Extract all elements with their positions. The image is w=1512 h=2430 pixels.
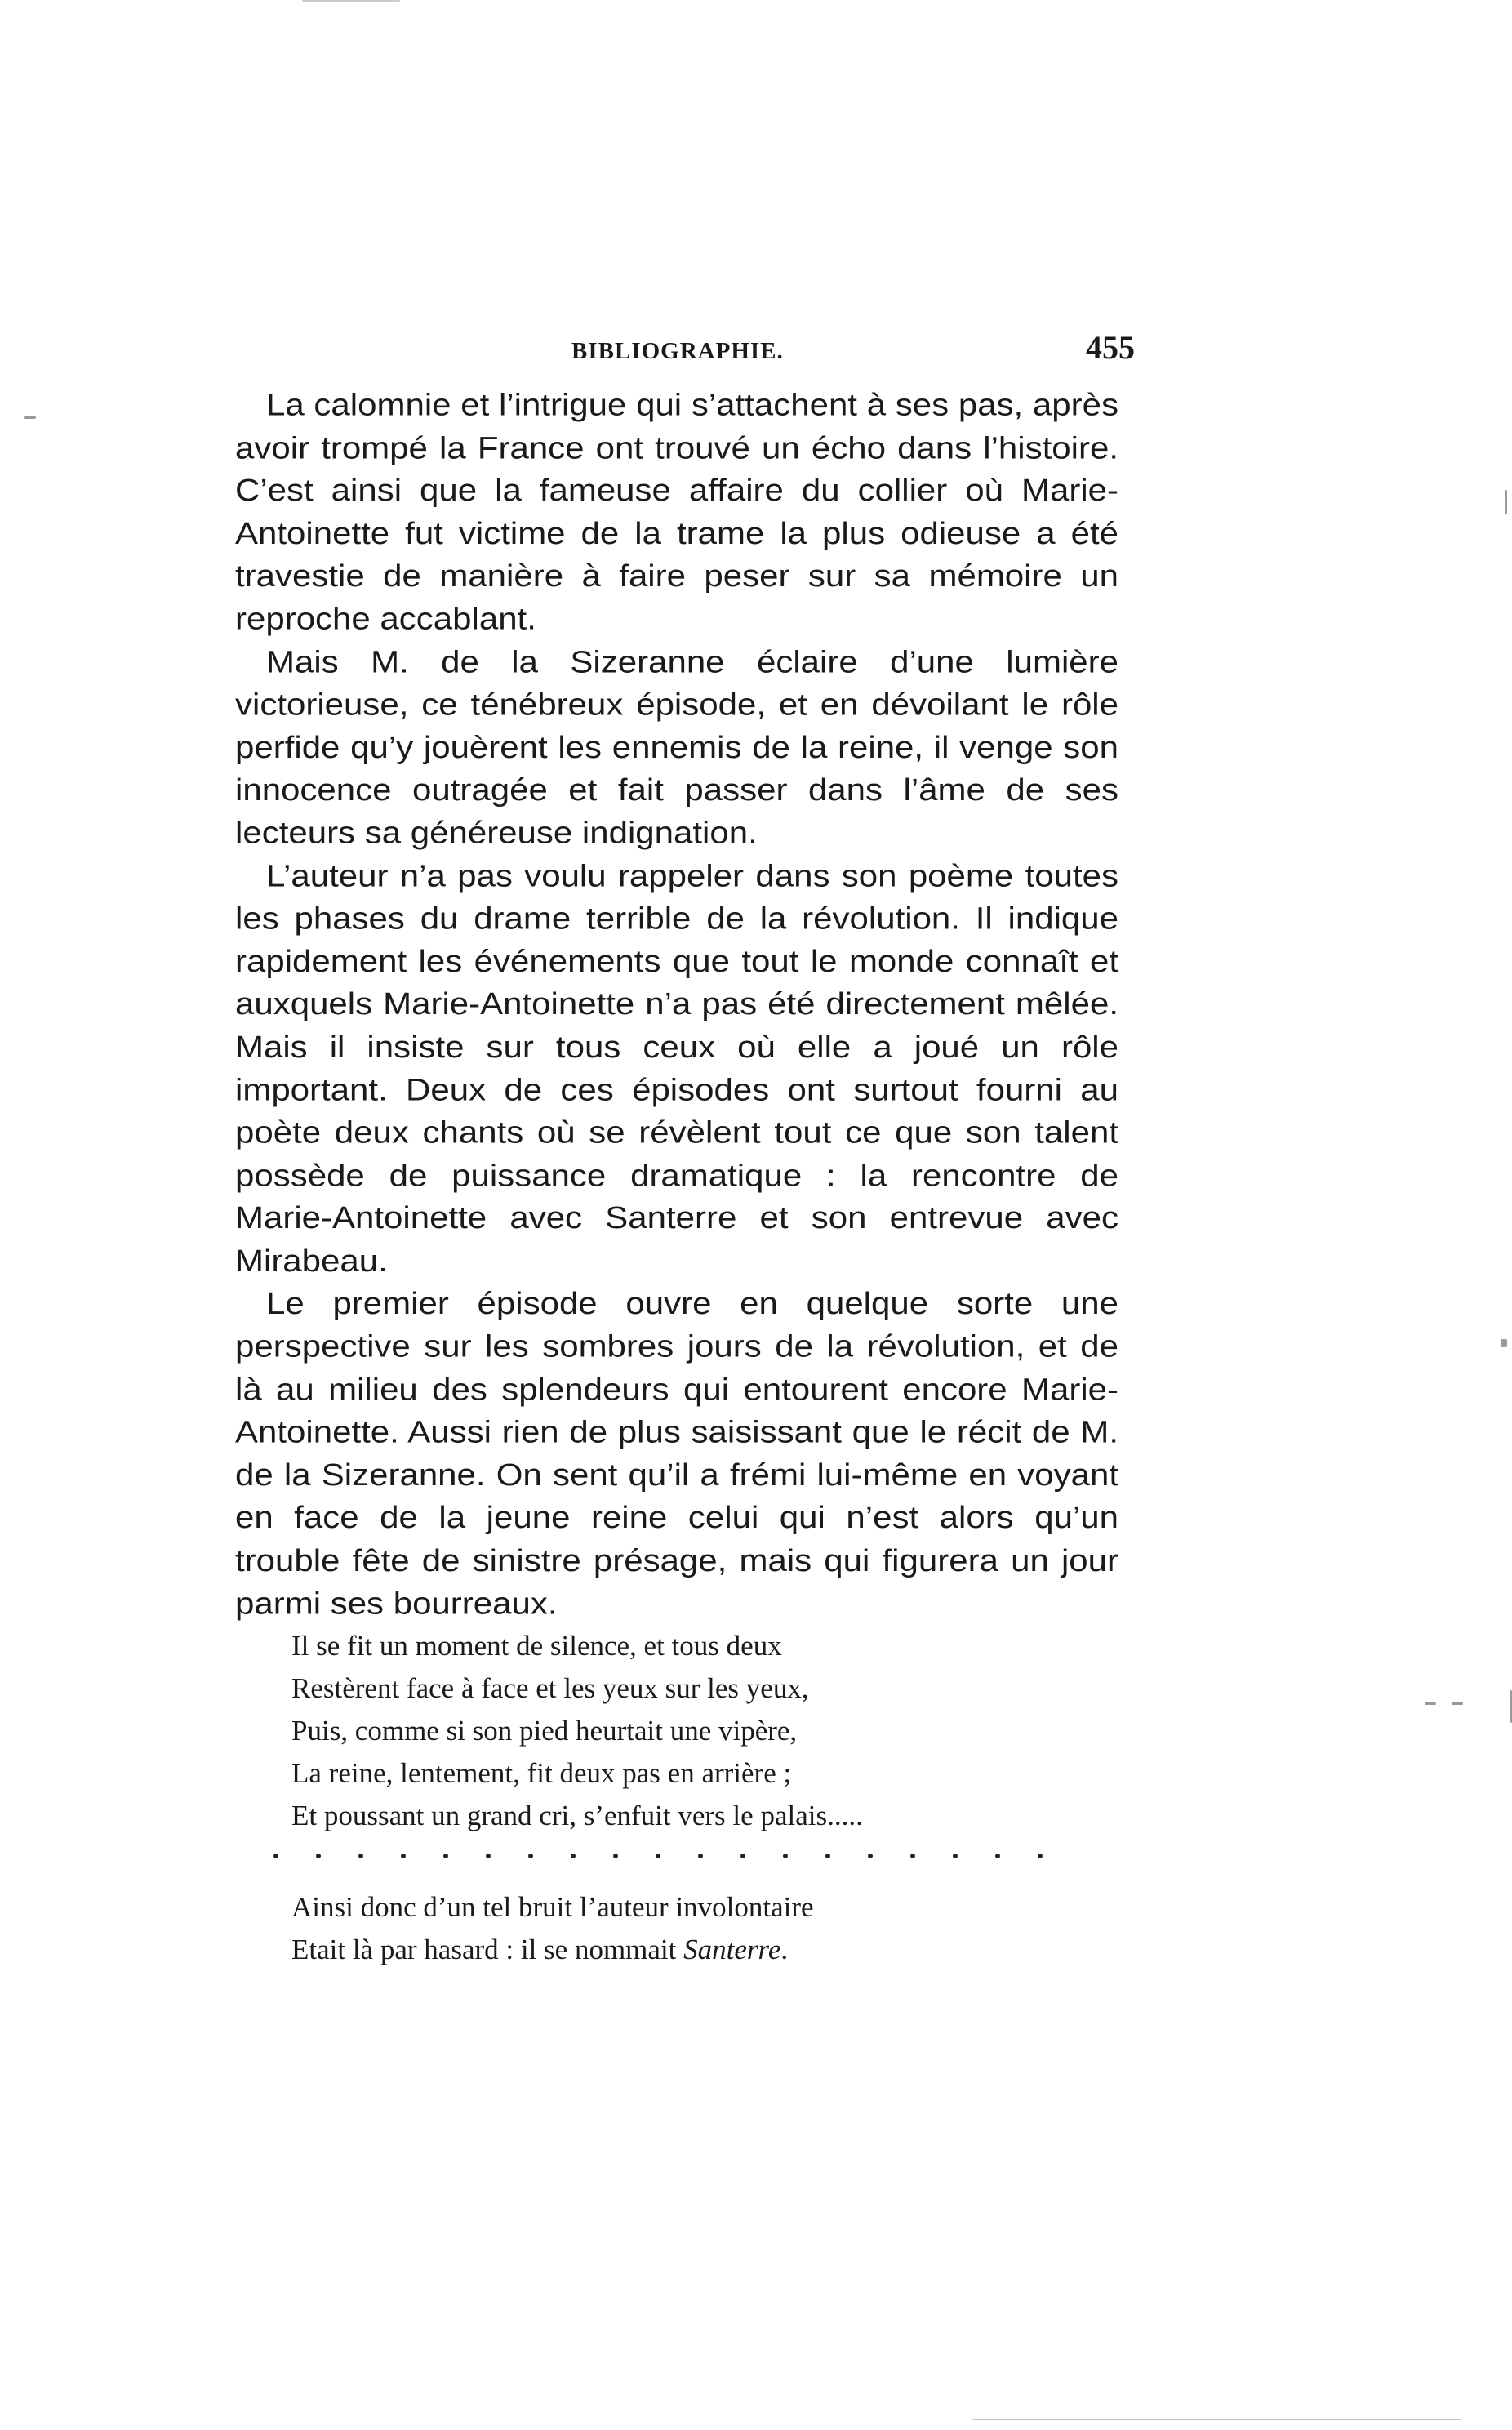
scan-speck: [972, 2419, 1461, 2420]
paragraph: L’auteur n’a pas voulu rappeler dans son poème toutes les phases du drame terrible de la révolution. Il indique rapidement les événements que tout le monde connaît et auxquels Marie-Antoinette n’a pas été directement mêlée. Mais il insiste sur tous ceux où elle a joué un rôle important. Deux de ces épisodes ont surtout fourni au poète deux chants où se révèlent tout ce que son talent possède de puissance dramatique : la rencontre de Marie-Antoinette avec Santerre et son entrevue avec Mirabeau.: [235, 858, 1118, 1278]
verse-line: Il se fit un moment de silence, et tous deux: [291, 1630, 782, 1662]
ellipsis-dot: [783, 1854, 788, 1858]
paragraph: Mais M. de la Sizeranne éclaire d’une lumière victorieuse, ce ténébreux épisode, et en dévoilant le rôle perfide qu’y jouèrent les ennemis de la reine, il venge son innocence outragée et fait passer dans l’âme de ses lecteurs sa généreuse indignation.: [235, 643, 1118, 850]
ellipsis-dot: [571, 1854, 576, 1858]
ellipsis-dot: [868, 1854, 873, 1858]
scan-speck: [1452, 1702, 1463, 1705]
ellipsis-dot: [656, 1854, 660, 1858]
verse-line: [291, 1929, 814, 1971]
verse-line: Restèrent face à face et les yeux sur les yeux,: [291, 1672, 809, 1704]
page-number: 455: [1086, 329, 1135, 366]
ellipsis-dot: [528, 1854, 533, 1858]
paragraph: La calomnie et l’intrigue qui s’attachent à ses pas, après avoir trompé la France ont trouvé un écho dans l’histoire. C’est ainsi que la fameuse affaire du collier où Marie-Antoinette fut victime de la trame la plus odieuse a été travestie de manière à faire peser sur sa mémoire un reproche accablant.: [235, 387, 1118, 636]
verse-line: La reine, lentement, fit deux pas en arrière ;: [291, 1757, 792, 1789]
scan-speck: [1505, 490, 1507, 514]
ellipsis-row: [273, 1854, 1090, 1870]
running-head: [237, 328, 1135, 377]
scan-speck: [1425, 1702, 1436, 1705]
verse-quotation-continued: [291, 1886, 814, 1971]
ellipsis-dot: [1038, 1854, 1043, 1858]
verse-line: Et poussant un grand cri, s’enfuit vers le palais.....: [291, 1800, 863, 1831]
ellipsis-dot: [443, 1854, 448, 1858]
ellipsis-dot: [486, 1854, 491, 1858]
ellipsis-dot: [740, 1854, 745, 1858]
running-title: BIBLIOGRAPHIE.: [571, 338, 784, 364]
scan-speck: [24, 416, 36, 419]
paragraph: Le premier épisode ouvre en quelque sorte une perspective sur les sombres jours de la révolution, et de là au milieu des splendeurs qui entourent encore Marie-Antoinette. Aussi rien de plus saisissant que le récit de M. de la Sizeranne. On sent qu’il a frémi lui-même en voyant en face de la jeune reine celui qui n’est alors qu’un trouble fête de sinistre présage, mais qui figurera un jour parmi ses bourreaux.: [235, 1286, 1118, 1621]
ellipsis-dot: [316, 1854, 321, 1858]
verse-text: Etait là par hasard : il se nommait: [291, 1934, 684, 1965]
ellipsis-dot: [613, 1854, 618, 1858]
scan-speck: [1501, 1339, 1507, 1347]
ellipsis-dot: [273, 1854, 278, 1858]
verse-line: Ainsi donc d’un tel bruit l’auteur involontaire: [291, 1891, 814, 1923]
verse-text: .: [780, 1934, 789, 1965]
verse-line: Puis, comme si son pied heurtait une vipère,: [291, 1715, 798, 1747]
ellipsis-dot: [825, 1854, 830, 1858]
ellipsis-dot: [995, 1854, 1000, 1858]
ellipsis-dot: [698, 1854, 703, 1858]
verse-italic-name: Santerre: [683, 1934, 781, 1965]
verse-quotation: [291, 1625, 863, 1837]
body-text: [235, 384, 1118, 1625]
ellipsis-dot: [910, 1854, 915, 1858]
ellipsis-dot: [401, 1854, 406, 1858]
ellipsis-dot: [953, 1854, 958, 1858]
scan-speck: [302, 0, 400, 2]
ellipsis-dot: [358, 1854, 363, 1858]
